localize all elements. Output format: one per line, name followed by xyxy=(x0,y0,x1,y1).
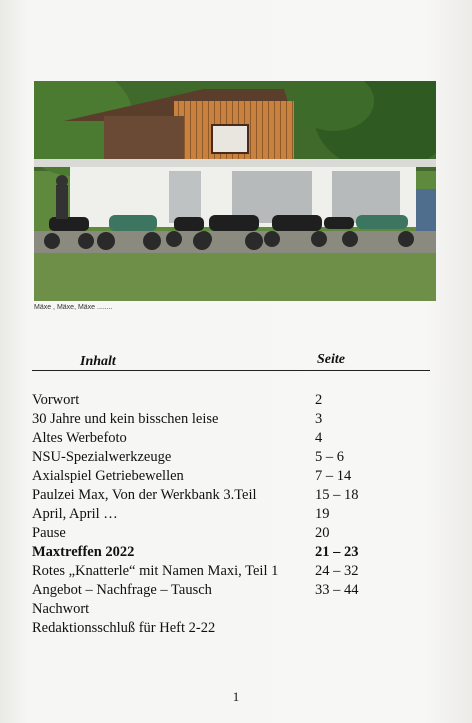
toc-row xyxy=(32,600,432,619)
toc-entry-page: 5 – 6 xyxy=(315,449,344,465)
motorcycles-photo-illustration xyxy=(34,81,436,301)
toc-row xyxy=(32,524,432,543)
toc-entry-title: Altes Werbefoto xyxy=(32,430,127,446)
toc-row xyxy=(32,467,432,486)
toc-entry-title: Pause xyxy=(32,525,66,541)
cover-photo xyxy=(34,81,436,301)
photo-caption: Mäxe , Mäxe, Mäxe ........ xyxy=(34,304,113,311)
toc-entry-title: Angebot – Nachfrage – Tausch xyxy=(32,582,212,598)
toc-entry-title: NSU-Spezialwerkzeuge xyxy=(32,449,172,465)
toc-row xyxy=(32,410,432,429)
toc-entry-title: Redaktionsschluß für Heft 2-22 xyxy=(32,620,216,636)
toc-entry-title: Paulzei Max, Von der Werkbank 3.Teil xyxy=(32,487,257,503)
toc-row xyxy=(32,486,432,505)
toc-entry-page: 21 – 23 xyxy=(315,544,359,560)
page-number: 1 xyxy=(232,689,240,704)
table-of-contents xyxy=(32,391,432,638)
toc-row xyxy=(32,505,432,524)
toc-entry-title: Axialspiel Getriebewellen xyxy=(32,468,184,484)
toc-entry-page: 3 xyxy=(315,411,323,427)
toc-row xyxy=(32,581,432,600)
toc-header xyxy=(32,352,430,371)
toc-entry-title: Vorwort xyxy=(32,392,80,408)
toc-entry-page: 20 xyxy=(315,525,330,541)
toc-entry-page: 33 – 44 xyxy=(315,582,359,598)
toc-entry-page: 4 xyxy=(315,430,323,446)
toc-heading-page: Seite xyxy=(317,352,345,367)
toc-entry-page: 15 – 18 xyxy=(315,487,359,503)
toc-row xyxy=(32,448,432,467)
toc-entry-page: 2 xyxy=(315,392,323,408)
toc-entry-page: 7 – 14 xyxy=(315,468,352,484)
toc-row-highlight xyxy=(32,543,432,562)
toc-entry-title: Nachwort xyxy=(32,601,90,617)
toc-row xyxy=(32,619,432,638)
toc-entry-page: 24 – 32 xyxy=(315,563,359,579)
toc-row xyxy=(32,391,432,410)
toc-entry-title: April, April … xyxy=(32,506,118,522)
toc-entry-title: Rotes „Knatterle“ mit Namen Maxi, Teil 1 xyxy=(32,563,279,579)
toc-entry-page: 19 xyxy=(315,506,330,522)
toc-heading-contents: Inhalt xyxy=(80,354,116,369)
toc-row xyxy=(32,562,432,581)
toc-entry-title: Maxtreffen 2022 xyxy=(32,544,135,560)
toc-row xyxy=(32,429,432,448)
toc-entry-title: 30 Jahre und kein bisschen leise xyxy=(32,411,219,427)
